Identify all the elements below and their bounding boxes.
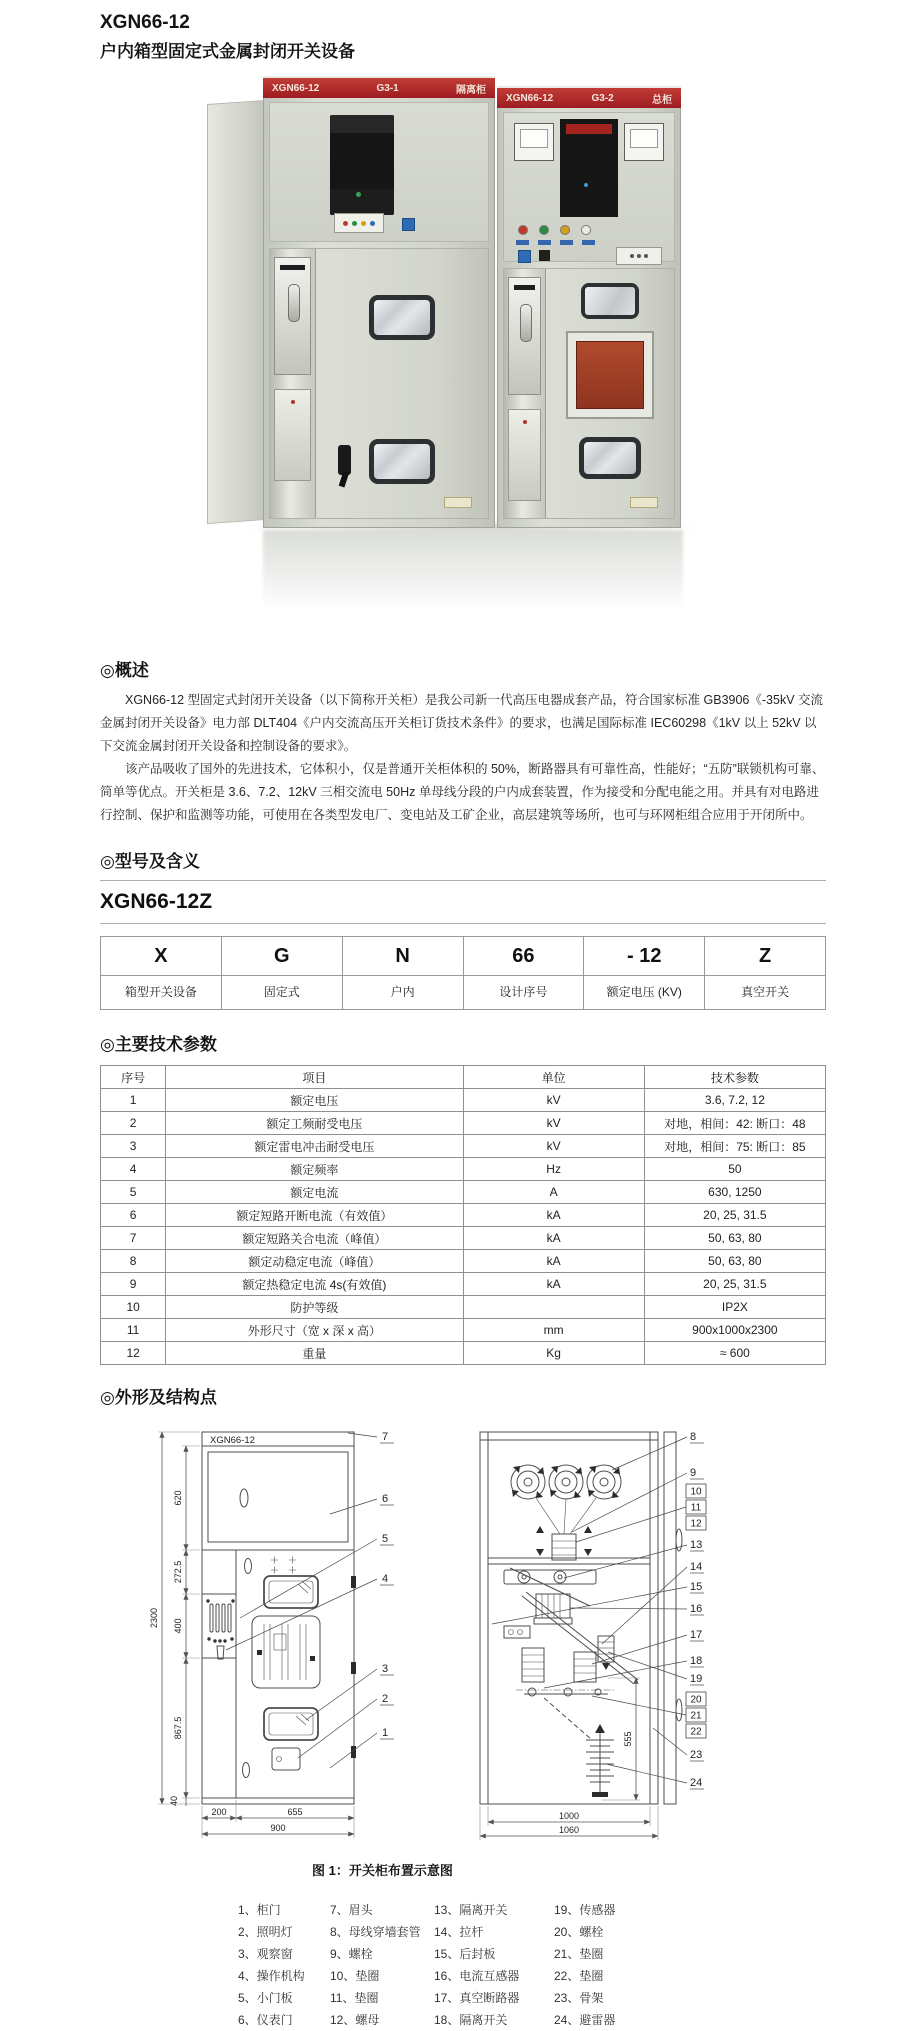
model-meaning: 箱型开关设备 — [124, 985, 197, 999]
callout-number: 5 — [382, 1533, 389, 1545]
callout-number: 21 — [690, 1710, 702, 1722]
table-row — [101, 1342, 826, 1365]
cell-no: 6 — [101, 1204, 166, 1227]
cell-item: 额定短路关合电流（峰值） — [166, 1227, 463, 1250]
cell-no: 5 — [101, 1181, 166, 1204]
table-row — [101, 1319, 826, 1342]
divider — [100, 880, 826, 881]
operating-mechanism-column — [270, 249, 316, 518]
cell-value: ≈ 600 — [644, 1342, 825, 1365]
cell-value: 900x1000x2300 — [644, 1319, 825, 1342]
cell-item: 额定动稳定电流（峰值） — [166, 1250, 463, 1273]
legend-item: 16、电流互感器 — [434, 1969, 520, 1983]
legend-item: 22、垫圈 — [554, 1969, 604, 1983]
cell-value: 50 — [644, 1158, 825, 1181]
model-letter: N — [343, 937, 463, 976]
cell-value: 50, 63, 80 — [644, 1250, 825, 1273]
cabinet-body — [497, 108, 681, 528]
section-parameters — [100, 1030, 826, 1365]
parameters-table — [100, 1065, 826, 1365]
cabinet-end-panel — [207, 100, 265, 524]
callout-number: 14 — [690, 1561, 703, 1573]
cabinet-banner — [497, 86, 681, 108]
cell-item: 额定电压 — [166, 1089, 463, 1112]
model-column — [583, 937, 704, 1009]
cell-item: 额定电流 — [166, 1181, 463, 1204]
lower-compartment — [503, 268, 675, 519]
section-outline — [100, 1383, 826, 2031]
observation-window — [579, 437, 641, 479]
model-column — [342, 937, 463, 1009]
column-header: 序号 — [101, 1066, 166, 1089]
legend-item: 1、柜门 — [238, 1903, 281, 1917]
observation-window — [369, 295, 435, 340]
dim-top: 620 — [173, 1490, 183, 1506]
cabinet-banner — [263, 76, 495, 98]
table-row — [101, 1135, 826, 1158]
page-title: XGN66-12 — [100, 12, 190, 33]
cell-unit: Kg — [463, 1342, 644, 1365]
model-letter: G — [222, 937, 342, 976]
dim-mid2: 400 — [173, 1618, 183, 1634]
dim-lower: 867.5 — [173, 1716, 183, 1740]
column-header: 技术参数 — [644, 1066, 825, 1089]
callout-number: 1 — [382, 1727, 389, 1739]
callout-number: 2 — [382, 1693, 389, 1705]
banner-name: 隔离柜 — [455, 84, 486, 96]
name-plate — [630, 497, 658, 508]
front-view-drawing — [124, 1410, 424, 1844]
callout-number: 13 — [690, 1539, 703, 1551]
cell-item: 额定频率 — [166, 1158, 463, 1181]
banner-name: 总柜 — [651, 94, 672, 106]
cell-value: 对地，相间：75: 断口：85 — [644, 1135, 825, 1158]
cell-item: 额定雷电冲击耐受电压 — [166, 1135, 463, 1158]
model-letter: 66 — [464, 937, 584, 976]
cell-no: 1 — [101, 1089, 166, 1112]
protection-relay — [330, 115, 394, 215]
callout-number: 7 — [382, 1431, 389, 1443]
cell-unit: kV — [463, 1135, 644, 1158]
breaker-viewing-window — [566, 331, 654, 419]
label-tags — [516, 240, 595, 245]
cell-value: 3.6, 7.2, 12 — [644, 1089, 825, 1112]
model-column — [704, 937, 825, 1009]
legend-item: 7、眉头 — [330, 1903, 373, 1917]
cell-item: 额定热稳定电流 4s(有效值) — [166, 1273, 463, 1296]
model-meaning: 真空开关 — [741, 985, 790, 999]
cabinet-door — [546, 269, 674, 518]
instrument-door — [269, 102, 489, 242]
callout-number: 17 — [690, 1629, 703, 1641]
section-heading: ◎外形及结构点 — [100, 1388, 217, 1407]
cell-no: 10 — [101, 1296, 166, 1319]
instrument-door — [503, 112, 675, 262]
legend-item: 20、螺栓 — [554, 1925, 604, 1939]
legend-item: 5、小门板 — [238, 1991, 293, 2005]
cell-no: 11 — [101, 1319, 166, 1342]
mechanism-panel — [508, 277, 541, 395]
cabinet-g3-2 — [497, 86, 681, 528]
callout-number: 11 — [690, 1502, 702, 1514]
mechanism-panel — [508, 409, 541, 501]
legend-item: 9、螺栓 — [330, 1947, 373, 1961]
cabinet-g3-1 — [263, 76, 495, 528]
cell-unit: kV — [463, 1089, 644, 1112]
side-view-drawing — [440, 1410, 770, 1844]
drawing-model-label: XGN66-12 — [210, 1435, 255, 1446]
table-header-row — [101, 1066, 826, 1089]
cell-no: 3 — [101, 1135, 166, 1158]
analog-meter — [624, 123, 664, 161]
section-overview — [100, 656, 826, 827]
dim-door: 655 — [287, 1807, 303, 1817]
indicator-plate — [616, 247, 662, 265]
cell-unit: kV — [463, 1112, 644, 1135]
cabinet-body — [263, 98, 495, 528]
section-heading: ◎概述 — [100, 661, 149, 680]
dim-mid1: 272.5 — [173, 1560, 183, 1584]
protection-relay — [560, 119, 618, 217]
model-meaning: 固定式 — [263, 985, 300, 999]
cell-unit: kA — [463, 1227, 644, 1250]
cell-item: 防护等级 — [166, 1296, 463, 1319]
analog-meter — [514, 123, 554, 161]
cell-no: 2 — [101, 1112, 166, 1135]
banner-model: XGN66-12 — [506, 92, 554, 104]
table-row — [101, 1112, 826, 1135]
callout-number: 9 — [690, 1467, 697, 1479]
dim-col: 200 — [211, 1807, 227, 1817]
legend-item: 13、隔离开关 — [434, 1903, 508, 1917]
callout-number: 8 — [690, 1431, 697, 1443]
column-header: 项目 — [166, 1066, 463, 1089]
table-row — [101, 1181, 826, 1204]
model-letter: - 12 — [584, 937, 704, 976]
cell-value: 630, 1250 — [644, 1181, 825, 1204]
model-letter: Z — [705, 937, 825, 976]
model-column — [221, 937, 342, 1009]
callout-number: 18 — [690, 1655, 703, 1667]
cell-unit — [463, 1296, 644, 1319]
legend-item: 24、避雷器 — [554, 2013, 616, 2027]
legend-item: 21、垫圈 — [554, 1947, 604, 1961]
model-column — [100, 937, 221, 1009]
legend-item: 11、垫圈 — [330, 1991, 379, 2005]
cell-unit: A — [463, 1181, 644, 1204]
cabinet-door — [316, 249, 488, 518]
technical-drawings — [124, 1410, 826, 1844]
cell-item: 额定短路开断电流（有效值） — [166, 1204, 463, 1227]
cell-item: 额定工频耐受电压 — [166, 1112, 463, 1135]
legend-item: 6、仪表门 — [238, 2013, 293, 2027]
table-row — [101, 1227, 826, 1250]
cell-unit: mm — [463, 1319, 644, 1342]
model-meaning: 设计序号 — [499, 985, 548, 999]
parts-legend — [238, 1899, 826, 2031]
operating-mechanism-column — [504, 269, 546, 518]
cell-no: 8 — [101, 1250, 166, 1273]
cell-unit: kA — [463, 1204, 644, 1227]
section-heading: ◎主要技术参数 — [100, 1035, 217, 1054]
legend-item: 12、螺母 — [330, 2013, 380, 2027]
mechanism-panel — [274, 257, 311, 375]
callout-number: 19 — [690, 1673, 703, 1685]
divider — [100, 923, 826, 924]
legend-item: 2、照明灯 — [238, 1925, 293, 1939]
overview-paragraph: XGN66-12 型固定式封闭开关设备（以下简称开关柜）是我公司新一代高压电器成套产品，符合国家标准 GB3906《-35kV 交流金属封闭开关设备》电力部 DLT404《户内交流高压开关柜订货技术条件》的要求，也满足国际标准 IEC60298《1kV 以上 52kV 以下交流金属封闭开关设备和控制设备的要求》。 — [100, 693, 824, 753]
blue-button — [402, 218, 415, 231]
control-buttons — [518, 250, 550, 263]
cell-no: 4 — [101, 1158, 166, 1181]
model-column — [463, 937, 584, 1009]
floor-reflection — [263, 530, 683, 630]
callout-number: 4 — [382, 1573, 389, 1585]
legend-item: 10、垫圈 — [330, 1969, 380, 1983]
cell-value: 50, 63, 80 — [644, 1227, 825, 1250]
callout-number: 10 — [690, 1486, 702, 1498]
model-meaning: 额定电压 (KV) — [606, 985, 682, 999]
indicator-plate — [334, 213, 384, 233]
table-row — [101, 1089, 826, 1112]
dim-total-height: 2300 — [149, 1607, 159, 1629]
legend-item: 3、观察窗 — [238, 1947, 293, 1961]
table-row — [101, 1273, 826, 1296]
table-row — [101, 1204, 826, 1227]
name-plate — [444, 497, 472, 508]
callout-number: 12 — [690, 1518, 702, 1530]
cell-no: 7 — [101, 1227, 166, 1250]
callout-number: 24 — [690, 1777, 703, 1789]
cell-no: 9 — [101, 1273, 166, 1296]
model-code: XGN66-12Z — [100, 890, 213, 913]
page-subtitle: 户内箱型固定式金属封闭开关设备 — [100, 42, 355, 61]
figure-caption: 图 1：开关柜布置示意图 — [312, 1863, 453, 1878]
legend-item: 15、后封板 — [434, 1947, 496, 1961]
observation-window — [581, 283, 639, 319]
legend-item: 4、操作机构 — [238, 1969, 305, 1983]
cell-value: IP2X — [644, 1296, 825, 1319]
dim-base: 40 — [169, 1795, 179, 1807]
cell-no: 12 — [101, 1342, 166, 1365]
cell-unit: kA — [463, 1250, 644, 1273]
banner-code: G3-2 — [591, 92, 614, 104]
mechanism-panel — [274, 389, 311, 481]
cell-item: 重量 — [166, 1342, 463, 1365]
callout-number: 3 — [382, 1663, 389, 1675]
legend-item: 17、真空断路器 — [434, 1991, 520, 2005]
callout-number: 6 — [382, 1493, 389, 1505]
callout-number: 20 — [690, 1694, 702, 1706]
product-photo — [207, 72, 719, 630]
column-header: 单位 — [463, 1066, 644, 1089]
dim-inner-width: 1000 — [558, 1811, 580, 1821]
cell-value: 20, 25, 31.5 — [644, 1204, 825, 1227]
dim-total-width: 1060 — [558, 1825, 580, 1835]
table-row — [101, 1296, 826, 1319]
cell-value: 20, 25, 31.5 — [644, 1273, 825, 1296]
cell-unit: Hz — [463, 1158, 644, 1181]
section-heading: ◎型号及含义 — [100, 852, 200, 871]
cell-value: 对地，相间：42: 断口：48 — [644, 1112, 825, 1135]
datasheet-page — [100, 12, 826, 2031]
model-letter: X — [101, 937, 221, 976]
callout-number: 22 — [690, 1726, 702, 1738]
callout-number: 15 — [690, 1581, 703, 1593]
model-meaning-table — [100, 936, 826, 1010]
table-row — [101, 1158, 826, 1181]
banner-model: XGN66-12 — [272, 82, 320, 94]
legend-item: 14、拉杆 — [434, 1925, 484, 1939]
overview-paragraph: 该产品吸收了国外的先进技术，它体积小，仅是普通开关柜体积的 50%，断路器具有可靠性高，性能好；“五防”联锁机构可靠、简单等优点。开关柜是 3.6、7.2、12kV 三相交流电 50Hz 单母线分段的户内成套装置，作为接受和分配电能之用。并具有对电路进行控制、保护和监测等功能，可使用在各类型发电厂、变电站及工矿企业，高层建筑等场所，也可与环网柜组合应用于开闭所中。 — [100, 762, 825, 822]
cell-unit: kA — [463, 1273, 644, 1296]
callout-number: 23 — [690, 1749, 703, 1761]
dim-width: 900 — [270, 1823, 286, 1833]
dim-inner-height: 555 — [623, 1731, 633, 1747]
legend-item: 18、隔离开关 — [434, 2013, 508, 2027]
door-handle — [338, 445, 351, 475]
legend-item: 23、骨架 — [554, 1991, 604, 2005]
legend-item: 19、传感器 — [554, 1903, 616, 1917]
table-row — [101, 1250, 826, 1273]
indicator-lights — [518, 225, 591, 235]
model-meaning: 户内 — [390, 985, 415, 999]
callout-number: 16 — [690, 1603, 703, 1615]
banner-code: G3-1 — [376, 82, 399, 94]
section-model — [100, 847, 826, 1010]
observation-window — [369, 439, 435, 484]
lower-compartment — [269, 248, 489, 519]
cell-item: 外形尺寸（宽 x 深 x 高） — [166, 1319, 463, 1342]
legend-item: 8、母线穿墙套管 — [330, 1925, 421, 1939]
